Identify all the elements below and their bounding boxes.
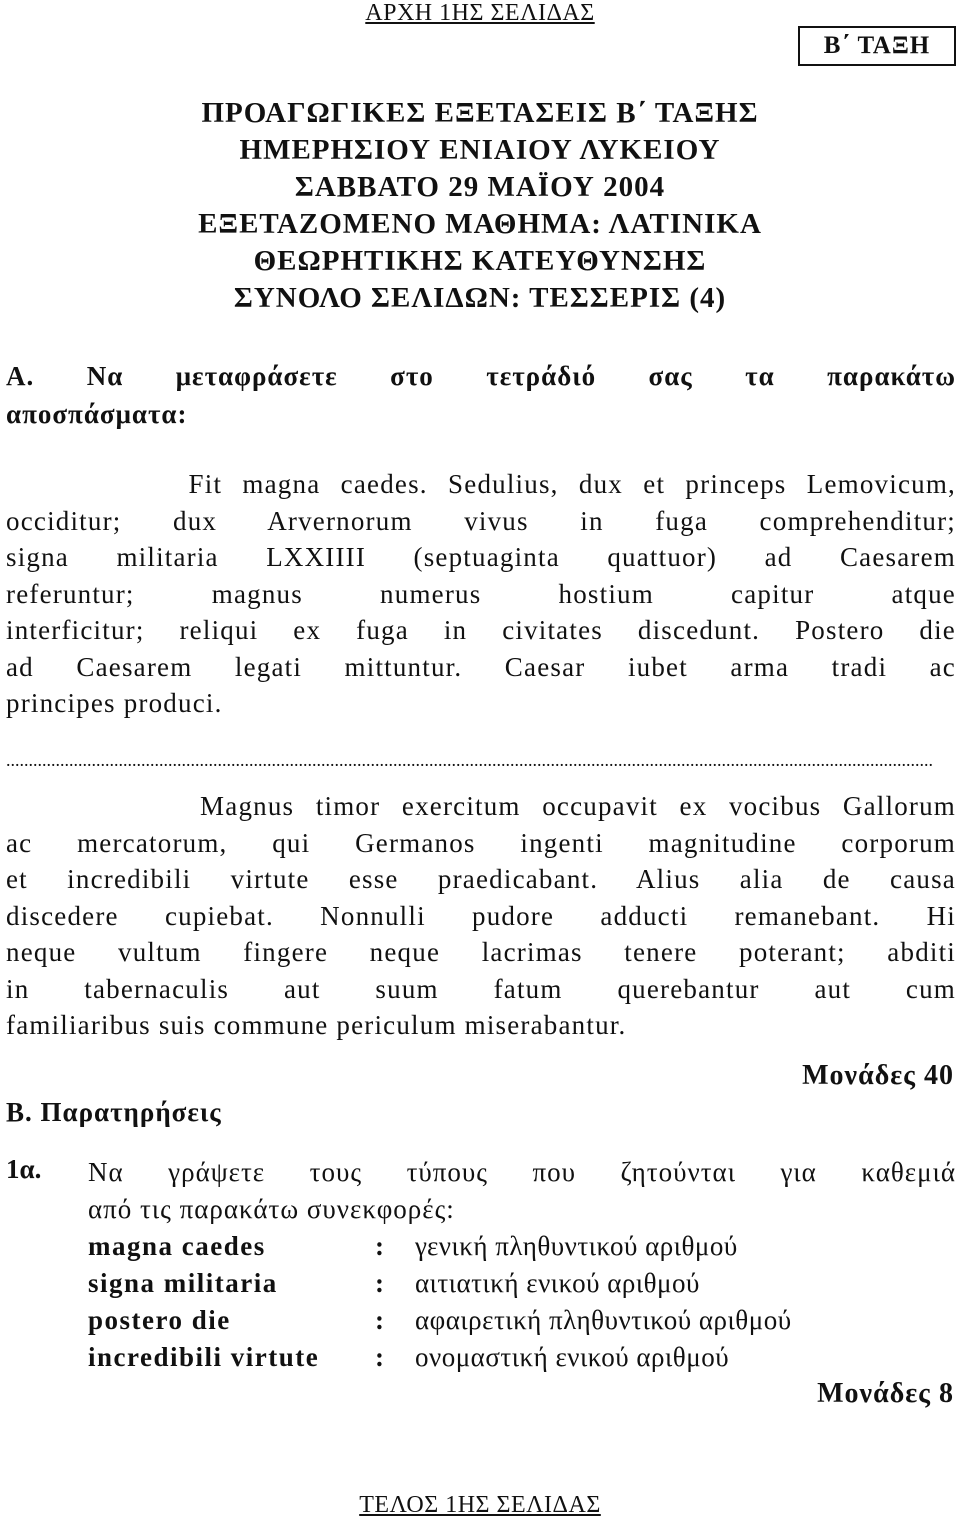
section-b-heading: Β. Παρατηρήσεις xyxy=(6,1097,222,1127)
title-line: ΘΕΩΡΗΤΙΚΗΣ ΚΑΤΕΥΘΥΝΣΗΣ xyxy=(253,245,707,277)
passage-line: occiditur; dux Arvernorum vivus in fuga comprehenditur; xyxy=(6,505,956,536)
phrase-row xyxy=(88,1302,956,1339)
dotted-separator: .............................................................................................................................................................................................................. xyxy=(6,750,933,770)
passage-line: signa militaria LXXIIII (septuaginta quattuor) ad Caesarem xyxy=(6,542,956,572)
exam-title-block xyxy=(0,95,960,317)
phrase-term: postero die xyxy=(88,1305,231,1335)
title-line: ΠΡΟΑΓΩΓΙΚΕΣ ΕΞΕΤΑΣΕΙΣ Β΄ ΤΑΞΗΣ xyxy=(201,97,759,129)
title-line: ΣΥΝΟΛΟ ΣΕΛΙΔΩΝ: ΤΕΣΣΕΡΙΣ (4) xyxy=(233,282,727,314)
passage-line: referuntur; magnus numerus hostium capitur atque xyxy=(6,578,956,609)
page-footer: ΤΕΛΟΣ 1ΗΣ ΣΕΛΙΔΑΣ xyxy=(359,1492,601,1518)
latin-passage-1 xyxy=(6,466,956,722)
passage-line: ac mercatorum, qui Germanos ingenti magnitudine corporum xyxy=(6,827,956,858)
phrase-description: ονομαστική ενικού αριθμού xyxy=(415,1342,730,1372)
question-line: Να γράψετε τους τύπους που ζητούνται για καθεμιά xyxy=(88,1157,956,1187)
phrase-description: αιτιατική ενικού αριθμού xyxy=(415,1268,700,1298)
phrase-description: αφαιρετική πληθυντικού αριθμού xyxy=(415,1305,792,1335)
passage-line: et incredibili virtute esse praedicabant. Alius alia de causa xyxy=(6,864,956,894)
passage-line: principes produci. xyxy=(6,688,223,718)
units-section-a: Μονάδες 40 xyxy=(802,1060,954,1091)
phrase-colon: : xyxy=(375,1342,384,1372)
page-header: ΑΡΧΗ 1ΗΣ ΣΕΛΙΔΑΣ xyxy=(365,0,595,26)
passage-line: familiaribus suis commune periculum miserabantur. xyxy=(6,1010,627,1040)
passage-line: neque vultum fingere neque lacrimas tenere poterant; abditi xyxy=(6,937,956,967)
title-line: ΣΑΒΒΑΤΟ 29 ΜΑΪΟΥ 2004 xyxy=(294,171,666,203)
passage-line: ad Caesarem legati mittuntur. Caesar iubet arma tradi ac xyxy=(6,651,956,682)
phrase-colon: : xyxy=(375,1231,384,1261)
phrase-row xyxy=(88,1339,956,1376)
passage-line: discedere cupiebat. Nonnulli pudore adducti remanebant. Hi xyxy=(6,900,956,931)
section-a-instruction-cont: αποσπάσματα: xyxy=(6,399,188,429)
title-line: ΕΞΕΤΑΖΟΜΕΝΟ ΜΑΘΗΜΑ: ΛΑΤΙΝΙΚΑ xyxy=(198,208,762,240)
passage-line: interficitur; reliqui ex fuga in civitates discedunt. Postero die xyxy=(6,615,956,645)
latin-passage-2 xyxy=(6,788,956,1044)
phrase-term: signa militaria xyxy=(88,1268,278,1298)
title-line: ΗΜΕΡΗΣΙΟΥ ΕΝΙΑΙΟΥ ΛΥΚΕΙΟΥ xyxy=(239,134,721,166)
phrase-colon: : xyxy=(375,1305,384,1335)
class-label-box: Β΄ ΤΑΞΗ xyxy=(798,26,956,66)
question-1a-text xyxy=(88,1154,956,1228)
phrase-term: magna caedes xyxy=(88,1231,266,1261)
passage-line: Fit magna caedes. Sedulius, dux et princeps Lemovicum, xyxy=(6,469,956,499)
passage-line: Magnus timor exercitum occupavit ex vocibus Gallorum xyxy=(6,791,956,821)
question-1a-label: 1α. xyxy=(6,1154,42,1184)
units-question-1a: Μονάδες 8 xyxy=(817,1378,954,1409)
phrase-description: γενική πληθυντικού αριθμού xyxy=(415,1231,738,1261)
question-line: από τις παρακάτω συνεκφορές: xyxy=(88,1194,455,1224)
passage-line: in tabernaculis aut suum fatum querebantur aut cum xyxy=(6,973,956,1004)
phrase-row xyxy=(88,1265,956,1302)
phrase-row xyxy=(88,1228,956,1265)
phrase-colon: : xyxy=(375,1268,384,1298)
phrase-term: incredibili virtute xyxy=(88,1342,320,1372)
section-a-instruction: Α. Να μεταφράσετε στο τετράδιό σας τα παρακάτω xyxy=(6,361,956,391)
phrase-table xyxy=(88,1228,956,1376)
